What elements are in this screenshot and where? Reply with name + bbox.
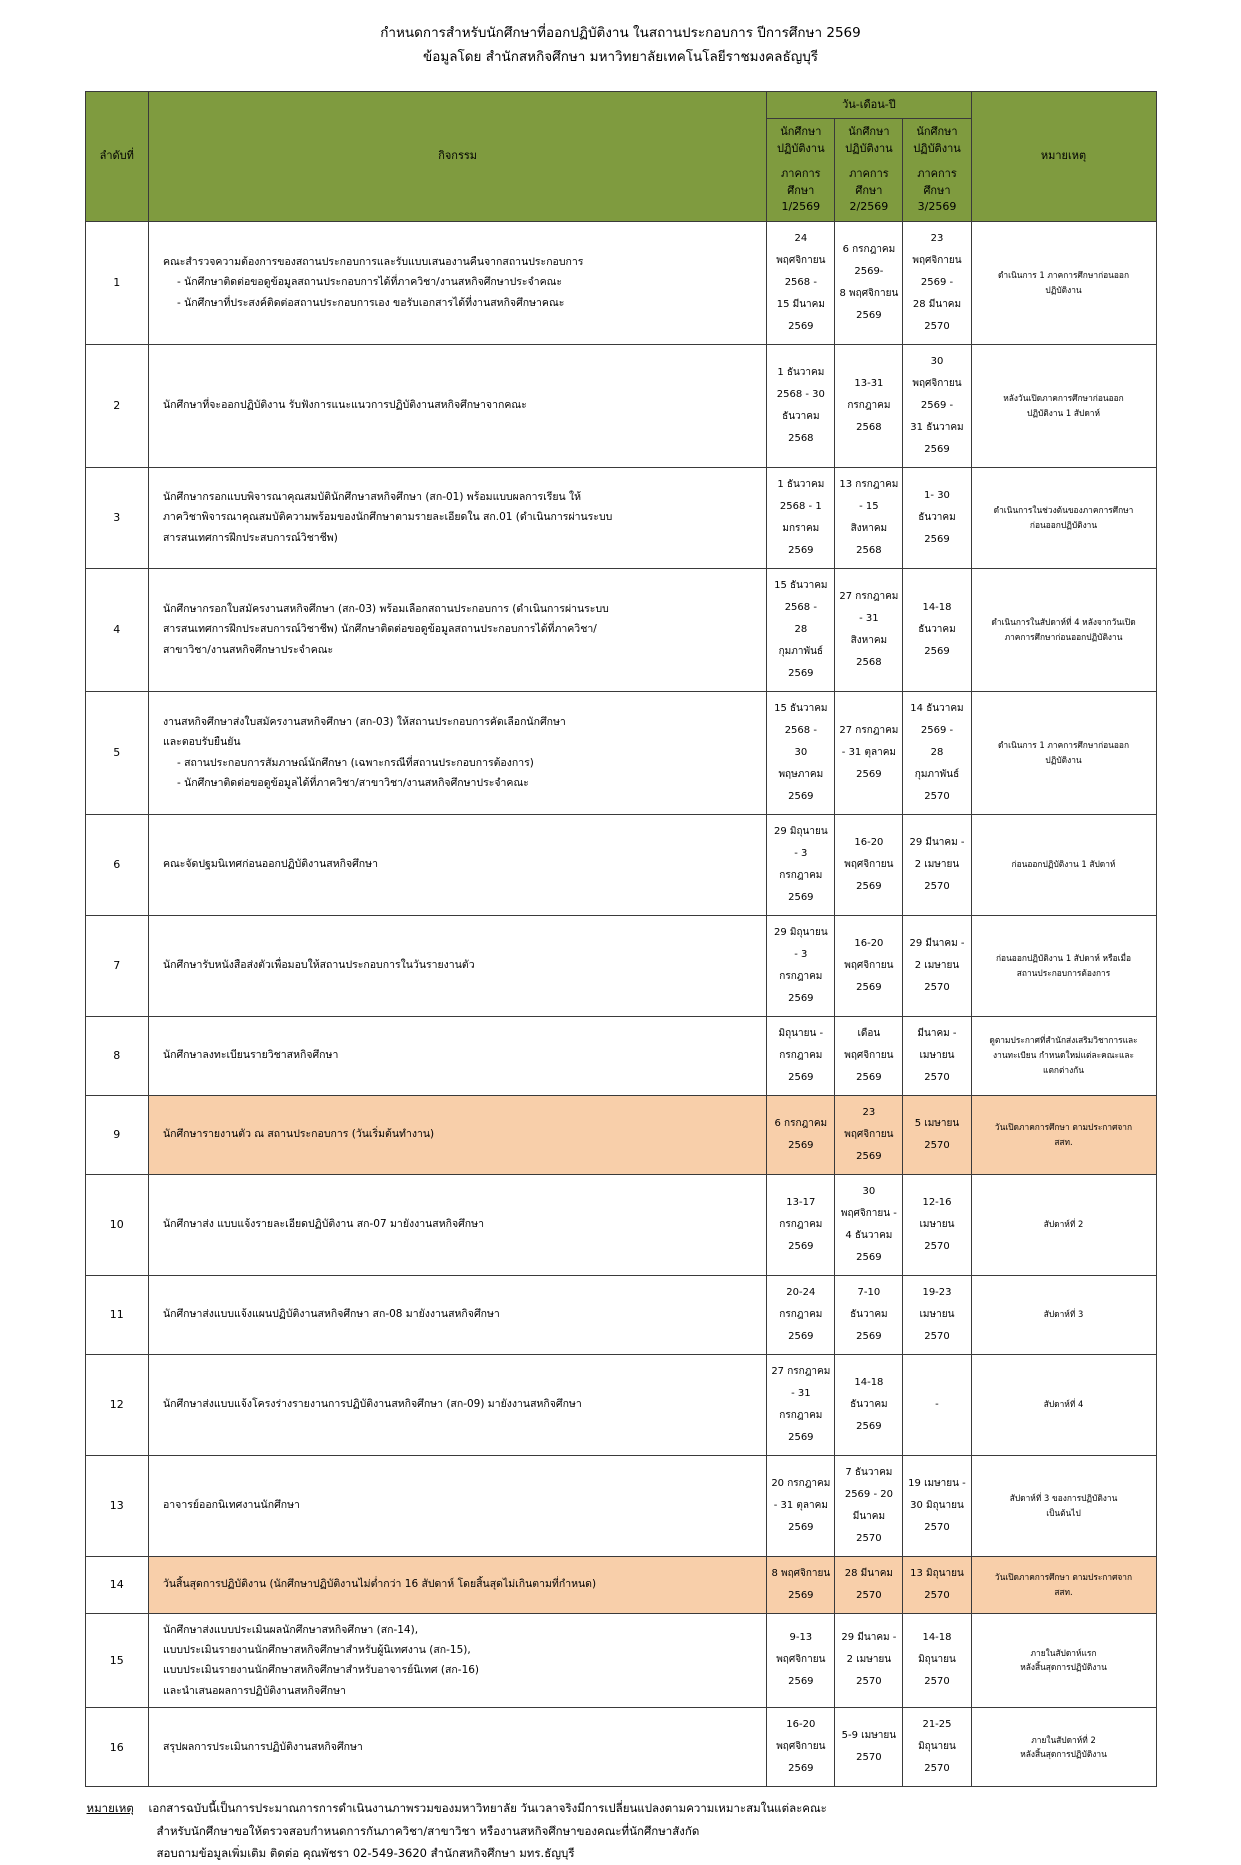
column-header-number: ลำดับที่	[85, 91, 148, 221]
date-cell-term-3	[903, 1095, 971, 1174]
column-header-term-2	[835, 119, 903, 222]
note-line: หลังวันเปิดภาคการศึกษาก่อนออก	[1003, 392, 1124, 403]
date-line: 16-20 พฤศจิกายน 2569	[844, 836, 894, 892]
row-number: 11	[85, 1275, 148, 1354]
date-line: 16-20 พฤศจิกายน 2569	[776, 1719, 826, 1775]
activity-line: - นักศึกษาที่ประสงค์ติดต่อสถานประกอบการเอง ขอรับเอกสารได้ที่งานสหกิจศึกษาคณะ	[176, 296, 565, 309]
date-line: 5-9 เมษายน 2570	[841, 1730, 897, 1764]
date-cell-term-1	[767, 1354, 835, 1455]
date-cell-term-3	[903, 691, 971, 814]
date-cell-term-2	[835, 1275, 903, 1354]
row-number: 15	[85, 1613, 148, 1708]
footer-row-3	[87, 1842, 1157, 1864]
activity-line: แบบประเมินรายงานนักศึกษาสหกิจศึกษาสำหรับอาจารย์นิเทศ (สก-16)	[162, 1664, 480, 1677]
activity-line: คณะจัดปฐมนิเทศก่อนออกปฏิบัติงานสหกิจศึกษา	[162, 858, 378, 871]
activity-line: นักศึกษากรอกใบสมัครงานสหกิจศึกษา (สก-03) พร้อมเลือกสถานประกอบการ (ดำเนินการผ่านระบบ	[162, 602, 609, 615]
date-cell-term-2	[835, 1455, 903, 1556]
date-cell-term-1	[767, 221, 835, 344]
note-line: ดูตามประกาศที่สำนักส่งเสริมวิชาการและ	[989, 1035, 1138, 1046]
row-number: 7	[85, 915, 148, 1016]
date-cell-term-1	[767, 344, 835, 467]
date-line: 30 พฤษภาคม 2569	[778, 746, 824, 802]
footer-text-1: เอกสารฉบับนี้เป็นการประมาณการการดำเนินงานภาพรวมของมหาวิทยาลัย วันเวลาจริงมีการเปลี่ยนแปลงตามความเหมาะสมในแต่ละคณะ	[148, 1801, 827, 1816]
footer-text-2: สำหรับนักศึกษาขอให้ตรวจสอบกำหนดการกันภาควิชา/สาขาวิชา หรืองานสหกิจศึกษาของคณะที่นักศึกษาสังกัด	[156, 1823, 700, 1838]
date-line: 6 กรกฎาคม 2569-	[842, 243, 896, 277]
date-line: 30 พฤศจิกายน - 4 ธันวาคม 2569	[840, 1185, 897, 1263]
date-line: 14 ธันวาคม 2569 -	[910, 702, 964, 736]
row-number: 13	[85, 1455, 148, 1556]
activity-line: และนำเสนอผลการปฏิบัติงานสหกิจศึกษา	[162, 1684, 346, 1697]
date-cell-term-3	[903, 1174, 971, 1275]
note-line: ดำเนินการในสัปดาห์ที่ 4 หลังจากวันเปิด	[991, 616, 1136, 627]
date-line: 16-20 พฤศจิกายน 2569	[844, 937, 894, 993]
note-line: วันเปิดภาคการศึกษา ตามประกาศจาก	[994, 1121, 1133, 1132]
note-line: ก่อนออกปฏิบัติงาน	[1029, 519, 1098, 530]
table-row	[85, 691, 1156, 814]
note-line: ภายในสัปดาห์แรก	[1030, 1647, 1097, 1658]
date-line: 15 ธันวาคม 2568 -	[774, 702, 828, 736]
date-line: 20 กรกฎาคม - 31 ตุลาคม 2569	[771, 1477, 831, 1533]
footer-notes	[85, 1797, 1157, 1864]
table-body	[85, 221, 1156, 1787]
row-number: 6	[85, 814, 148, 915]
date-line: 9-13 พฤศจิกายน 2569	[776, 1632, 826, 1688]
note-line: สัปดาห์ที่ 2	[1043, 1219, 1084, 1230]
activity-line: - นักศึกษาติดต่อขอดูข้อมูลได้ที่ภาควิชา/สาขาวิชา/งานสหกิจศึกษาประจำคณะ	[176, 777, 529, 789]
activity-cell	[148, 221, 766, 344]
date-line: 6 กรกฎาคม 2569	[774, 1117, 828, 1151]
date-line: 29 มิถุนายน - 3 กรกฎาคม 2569	[773, 825, 828, 903]
note-cell	[971, 1354, 1156, 1455]
activity-line: นักศึกษาส่งแบบประเมินผลนักศึกษาสหกิจศึกษา (สก-14),	[162, 1623, 419, 1636]
date-line: 15 มีนาคม 2569	[776, 298, 825, 332]
note-line: งานทะเบียน กำหนดใหม่แต่ละคณะและ	[993, 1050, 1134, 1061]
table-header-row-1	[85, 91, 1156, 119]
table-row	[85, 344, 1156, 467]
table-row	[85, 1455, 1156, 1556]
date-cell-term-2	[835, 1016, 903, 1095]
activity-cell	[148, 1455, 766, 1556]
activity-cell	[148, 1613, 766, 1708]
date-cell-term-3	[903, 1275, 971, 1354]
activity-line: นักศึกษาที่จะออกปฏิบัติงาน รับฟังการแนะแนวการปฏิบัติงานสหกิจศึกษาจากคณะ	[162, 399, 527, 412]
table-row	[85, 1174, 1156, 1275]
date-line: 23 พฤศจิกายน 2569	[844, 1106, 894, 1162]
term-2-label-line2: ภาคการศึกษา 2/2569	[849, 167, 889, 214]
term-1-label-line1: นักศึกษาปฏิบัติงาน	[777, 125, 825, 155]
date-line: 12-16 เมษายน 2570	[919, 1196, 955, 1252]
activity-cell	[148, 814, 766, 915]
date-line: 7 ธันวาคม 2569 - 20 มีนาคม 2570	[844, 1466, 893, 1544]
row-number: 12	[85, 1354, 148, 1455]
note-line: สสท.	[1054, 1586, 1073, 1597]
note-line: หลังสิ้นสุดการปฏิบัติงาน	[1020, 1662, 1107, 1673]
note-line: วันเปิดภาคการศึกษา ตามประกาศจาก	[994, 1571, 1133, 1582]
activity-cell	[148, 1708, 766, 1787]
activity-line: งานสหกิจศึกษาส่งใบสมัครงานสหกิจศึกษา (สก-03) ให้สถานประกอบการคัดเลือกนักศึกษา	[162, 715, 566, 728]
date-line: เดือน พฤศจิกายน 2569	[844, 1027, 894, 1083]
activity-line: สาขาวิชา/งานสหกิจศึกษาประจำคณะ	[162, 643, 334, 656]
date-line: 13 กรกฎาคม - 15 สิงหาคม 2568	[839, 478, 899, 556]
row-number: 10	[85, 1174, 148, 1275]
date-line: 29 มีนาคม - 2 เมษายน 2570	[909, 836, 965, 892]
note-cell	[971, 1275, 1156, 1354]
date-line: 28 กุมภาพันธ์ 2570	[914, 746, 960, 802]
note-line: สสท.	[1054, 1136, 1073, 1147]
activity-cell	[148, 1556, 766, 1613]
date-cell-term-2	[835, 1174, 903, 1275]
date-line: 21-25 มิถุนายน 2570	[918, 1719, 956, 1775]
date-cell-term-3	[903, 1354, 971, 1455]
note-line: ก่อนออกปฏิบัติงาน 1 สัปดาห์ หรือเมื่อ	[995, 952, 1132, 963]
date-line: 27 กรกฎาคม - 31 ตุลาคม 2569	[839, 724, 899, 780]
date-cell-term-2	[835, 1708, 903, 1787]
column-header-date-group: วัน-เดือน-ปี	[767, 91, 971, 119]
activity-line: นักศึกษาส่งแบบแจ้งแผนปฏิบัติงานสหกิจศึกษา สก-08 มายังงานสหกิจศึกษา	[162, 1308, 500, 1321]
date-line: 14-18 ธันวาคม 2569	[850, 1376, 888, 1432]
footer-row-1	[87, 1797, 1157, 1819]
row-number: 4	[85, 568, 148, 691]
column-header-note: หมายเหตุ	[971, 91, 1156, 221]
activity-line: ภาควิชาพิจารณาคุณสมบัติความพร้อมของนักศึกษาตามรายละเอียดใน สก.01 (ดำเนินการผ่านระบบ	[162, 511, 613, 524]
note-line: ดำเนินการในช่วงต้นของภาคการศึกษา	[993, 504, 1134, 515]
activity-cell	[148, 1275, 766, 1354]
column-header-term-3	[903, 119, 971, 222]
note-cell	[971, 1455, 1156, 1556]
date-line: 29 มีนาคม - 2 เมษายน 2570	[909, 937, 965, 993]
activity-line: แบบประเมินรายงานนักศึกษาสหกิจศึกษาสำหรับผู้นิเทศงาน (สก-15),	[162, 1644, 471, 1656]
date-line: 1 ธันวาคม 2568 - 30 ธันวาคม 2568	[776, 366, 825, 444]
note-line: สัปดาห์ที่ 3	[1043, 1309, 1084, 1320]
note-line: สถานประกอบการต้องการ	[1016, 967, 1111, 978]
date-line: 27 กรกฎาคม - 31 สิงหาคม 2568	[839, 590, 899, 668]
date-cell-term-2	[835, 344, 903, 467]
note-line: สัปดาห์ที่ 4	[1043, 1399, 1084, 1410]
date-line: 29 มีนาคม - 2 เมษายน 2570	[841, 1632, 897, 1688]
note-cell	[971, 1708, 1156, 1787]
date-line: 29 มิถุนายน - 3 กรกฎาคม 2569	[773, 926, 828, 1004]
activity-cell	[148, 1016, 766, 1095]
term-3-label-line1: นักศึกษาปฏิบัติงาน	[913, 125, 961, 155]
date-line: 13-17 กรกฎาคม 2569	[779, 1196, 823, 1252]
date-cell-term-3	[903, 344, 971, 467]
date-cell-term-1	[767, 1095, 835, 1174]
date-cell-term-3	[903, 467, 971, 568]
note-line: เป็นต้นไป	[1046, 1507, 1081, 1518]
activity-line: นักศึกษาส่งแบบแจ้งโครงร่างรายงานการปฏิบัติงานสหกิจศึกษา (สก-09) มายังงานสหกิจศึกษา	[162, 1398, 582, 1411]
date-cell-term-2	[835, 221, 903, 344]
note-line: หลังสิ้นสุดการปฏิบัติงาน	[1020, 1749, 1107, 1760]
date-cell-term-2	[835, 915, 903, 1016]
date-cell-term-2	[835, 1095, 903, 1174]
row-number: 9	[85, 1095, 148, 1174]
table-row	[85, 1095, 1156, 1174]
date-cell-term-3	[903, 1556, 971, 1613]
activity-cell	[148, 568, 766, 691]
note-line: ปฏิบัติงาน 1 สัปดาห์	[1027, 407, 1100, 418]
table-row	[85, 467, 1156, 568]
activity-cell	[148, 344, 766, 467]
date-cell-term-2	[835, 691, 903, 814]
document-title	[71, 22, 1171, 69]
table-row	[85, 1354, 1156, 1455]
table-row	[85, 221, 1156, 344]
activity-cell	[148, 1174, 766, 1275]
activity-cell	[148, 691, 766, 814]
table-row	[85, 814, 1156, 915]
activity-line: วันสิ้นสุดการปฏิบัติงาน (นักศึกษาปฏิบัติงานไม่ต่ำกว่า 16 สัปดาห์ โดยสิ้นสุดไม่เกินตามที่กำหนด)	[162, 1578, 597, 1591]
term-1-label-line2: ภาคการศึกษา 1/2569	[781, 167, 821, 214]
activity-line: และตอบรับยืนยัน	[162, 736, 241, 749]
note-line: ภายในสัปดาห์ที่ 2	[1031, 1734, 1096, 1745]
date-cell-term-3	[903, 915, 971, 1016]
note-line: ก่อนออกปฏิบัติงาน 1 สัปดาห์	[1011, 859, 1116, 870]
note-cell	[971, 221, 1156, 344]
activity-line: สารสนเทศการฝึกประสบการณ์วิชาชีพ) นักศึกษาติดต่อขอดูข้อมูลสถานประกอบการได้ที่ภาควิชา/	[162, 623, 597, 636]
activity-cell	[148, 1354, 766, 1455]
table-row	[85, 1556, 1156, 1613]
document-subtitle: ข้อมูลโดย สำนักสหกิจศึกษา มหาวิทยาลัยเทคโนโลยีราชมงคลธัญบุรี	[422, 49, 819, 66]
date-cell-term-1	[767, 1016, 835, 1095]
row-number: 1	[85, 221, 148, 344]
date-line: 13 มิถุนายน 2570	[910, 1567, 964, 1601]
date-cell-term-3	[903, 814, 971, 915]
date-line: 27 กรกฎาคม - 31 กรกฎาคม 2569	[771, 1365, 831, 1443]
date-cell-term-1	[767, 1275, 835, 1354]
note-cell	[971, 1556, 1156, 1613]
date-cell-term-2	[835, 1556, 903, 1613]
date-cell-term-3	[903, 1708, 971, 1787]
note-cell	[971, 915, 1156, 1016]
note-line: ภาคการศึกษาก่อนออกปฏิบัติงาน	[1004, 631, 1123, 642]
activity-line: นักศึกษารายงานตัว ณ สถานประกอบการ (วันเริ่มต้นทำงาน)	[162, 1128, 435, 1141]
activity-line: คณะสำรวจความต้องการของสถานประกอบการและรับแบบเสนองานคืนจากสถานประกอบการ	[162, 255, 584, 268]
date-line: 20-24 กรกฎาคม 2569	[779, 1286, 823, 1342]
date-line: 5 เมษายน 2570	[914, 1117, 960, 1151]
column-header-activity: กิจกรรม	[148, 91, 766, 221]
row-number: 16	[85, 1708, 148, 1787]
date-cell-term-1	[767, 1174, 835, 1275]
date-cell-term-3	[903, 568, 971, 691]
date-line: 28 มีนาคม 2570	[844, 1567, 894, 1601]
date-line: 30 พฤศจิกายน 2569 -	[912, 355, 962, 411]
activity-line: นักศึกษาลงทะเบียนรายวิชาสหกิจศึกษา	[162, 1049, 339, 1062]
term-3-label-line2: ภาคการศึกษา 3/2569	[917, 167, 957, 214]
date-line: -	[935, 1398, 939, 1410]
date-cell-term-2	[835, 568, 903, 691]
table-row	[85, 568, 1156, 691]
row-number: 2	[85, 344, 148, 467]
note-line: ปฏิบัติงาน	[1045, 754, 1082, 765]
date-line: 31 ธันวาคม 2569	[910, 421, 964, 455]
date-cell-term-1	[767, 691, 835, 814]
activity-cell	[148, 915, 766, 1016]
note-line: แตกต่างกัน	[1043, 1064, 1084, 1075]
note-cell	[971, 691, 1156, 814]
date-line: มิถุนายน - กรกฎาคม 2569	[778, 1027, 824, 1083]
row-number: 3	[85, 467, 148, 568]
date-cell-term-1	[767, 814, 835, 915]
note-cell	[971, 814, 1156, 915]
date-line: 14-18 มิถุนายน 2570	[918, 1632, 956, 1688]
date-cell-term-3	[903, 1016, 971, 1095]
note-line: สัปดาห์ที่ 3 ของการปฏิบัติงาน	[1009, 1492, 1118, 1503]
table-row	[85, 915, 1156, 1016]
activity-line: - นักศึกษาติดต่อขอดูข้อมูลสถานประกอบการได้ที่ภาควิชา/งานสหกิจศึกษาประจำคณะ	[176, 276, 562, 289]
note-line: ดำเนินการ 1 ภาคการศึกษาก่อนออก	[997, 269, 1130, 280]
activity-line: นักศึกษารับหนังสือส่งตัวเพื่อมอบให้สถานประกอบการในวันรายงานตัว	[162, 959, 475, 972]
date-cell-term-1	[767, 467, 835, 568]
date-line: 23 พฤศจิกายน 2569 -	[912, 232, 962, 288]
date-line: 14-18 ธันวาคม 2569	[918, 601, 956, 657]
footer-label: หมายเหตุ	[86, 1801, 134, 1816]
date-line: 19-23 เมษายน 2570	[919, 1286, 955, 1342]
note-cell	[971, 1016, 1156, 1095]
schedule-table-container	[85, 91, 1157, 1788]
date-line: 15 ธันวาคม 2568 -	[774, 579, 828, 613]
date-line: 28 กุมภาพันธ์ 2569	[778, 623, 824, 679]
activity-cell	[148, 1095, 766, 1174]
note-cell	[971, 1095, 1156, 1174]
footer-row-2	[87, 1820, 1157, 1842]
schedule-table	[85, 91, 1157, 1788]
term-2-label-line1: นักศึกษาปฏิบัติงาน	[845, 125, 893, 155]
date-cell-term-1	[767, 1708, 835, 1787]
note-cell	[971, 1174, 1156, 1275]
date-line: 7-10 ธันวาคม 2569	[850, 1286, 888, 1342]
footer-text-3: สอบถามข้อมูลเพิ่มเติม ติดต่อ คุณพัชรา 02-549-3620 สำนักสหกิจศึกษา มทร.ธัญบุรี	[156, 1846, 575, 1861]
date-cell-term-2	[835, 1613, 903, 1708]
activity-cell	[148, 467, 766, 568]
note-cell	[971, 1613, 1156, 1708]
row-number: 5	[85, 691, 148, 814]
date-cell-term-1	[767, 568, 835, 691]
date-cell-term-2	[835, 1354, 903, 1455]
date-cell-term-3	[903, 1613, 971, 1708]
table-row	[85, 1708, 1156, 1787]
table-header	[85, 91, 1156, 221]
activity-line: นักศึกษาส่ง แบบแจ้งรายละเอียดปฏิบัติงาน สก-07 มายังงานสหกิจศึกษา	[162, 1218, 484, 1231]
table-row	[85, 1613, 1156, 1708]
activity-line: สารสนเทศการฝึกประสบการณ์วิชาชีพ)	[162, 531, 338, 544]
activity-line: สรุปผลการประเมินการปฏิบัติงานสหกิจศึกษา	[162, 1741, 363, 1754]
column-header-term-1	[767, 119, 835, 222]
date-line: 13-31 กรกฎาคม 2568	[847, 377, 891, 433]
date-line: มีนาคม - เมษายน 2570	[917, 1027, 957, 1083]
date-line: 8 พฤศจิกายน 2569	[839, 287, 899, 321]
date-cell-term-1	[767, 1613, 835, 1708]
note-cell	[971, 344, 1156, 467]
date-line: 1- 30 ธันวาคม 2569	[918, 489, 956, 545]
document-title-line1: กำหนดการสำหรับนักศึกษาที่ออกปฏิบัติงาน ในสถานประกอบการ ปีการศึกษา 2569	[380, 25, 861, 41]
date-cell-term-1	[767, 1556, 835, 1613]
date-line: 19 เมษายน - 30 มิถุนายน 2570	[908, 1477, 966, 1533]
date-line: 8 พฤศจิกายน 2569	[771, 1567, 831, 1601]
date-line: 1 ธันวาคม 2568 - 1 มกราคม 2569	[777, 478, 825, 556]
note-line: ปฏิบัติงาน	[1045, 284, 1082, 295]
row-number: 14	[85, 1556, 148, 1613]
table-row	[85, 1016, 1156, 1095]
note-cell	[971, 568, 1156, 691]
date-line: 24 พฤศจิกายน 2568 -	[776, 232, 826, 288]
date-line: 28 มีนาคม 2570	[912, 298, 962, 332]
date-cell-term-2	[835, 814, 903, 915]
note-cell	[971, 467, 1156, 568]
row-number: 8	[85, 1016, 148, 1095]
date-cell-term-2	[835, 467, 903, 568]
activity-line: - สถานประกอบการสัมภาษณ์นักศึกษา (เฉพาะกรณีที่สถานประกอบการต้องการ)	[176, 756, 534, 769]
date-cell-term-1	[767, 915, 835, 1016]
activity-line: นักศึกษากรอกแบบพิจารณาคุณสมบัตินักศึกษาสหกิจศึกษา (สก-01) พร้อมแบบผลการเรียน ให้	[162, 490, 582, 503]
note-line: ดำเนินการ 1 ภาคการศึกษาก่อนออก	[997, 739, 1130, 750]
activity-line: อาจารย์ออกนิเทศงานนักศึกษา	[162, 1499, 300, 1512]
table-row	[85, 1275, 1156, 1354]
date-cell-term-3	[903, 221, 971, 344]
date-cell-term-1	[767, 1455, 835, 1556]
date-cell-term-3	[903, 1455, 971, 1556]
